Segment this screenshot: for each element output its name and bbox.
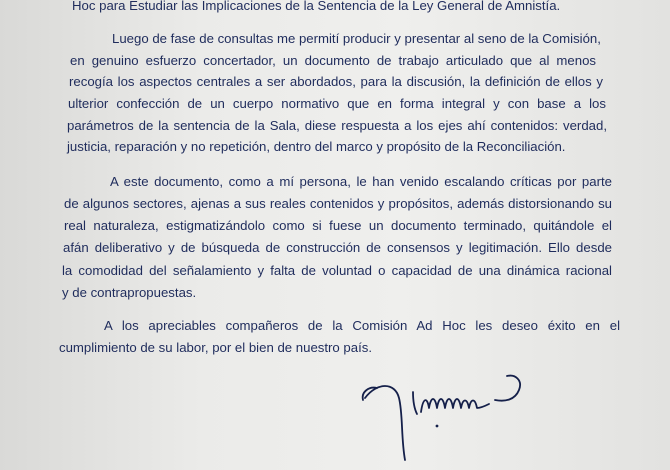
paragraph-line: recogía los aspectos centrales a ser abordados, para la discusión, la definición de ellos y	[69, 74, 603, 89]
header-line: Hoc para Estudiar las Implicaciones de la Sentencia de la Ley General de Amnistía.	[72, 0, 561, 13]
paragraph-line: A este documento, como a mí persona, le han venido escalando críticas por parte	[110, 174, 612, 189]
paragraph-line: justicia, reparación y no repetición, dentro del marco y propósito de la Reconciliación.	[67, 139, 566, 154]
paragraph-line: Luego de fase de consultas me permití producir y presentar al seno de la Comisión,	[112, 31, 601, 46]
paragraph-line: de algunos sectores, ajenas a sus reales contenidos y propósitos, además distorsionando su	[64, 196, 612, 211]
paragraph-line: afán deliberativo y de búsqueda de construcción de consensos y legitimación. Ello desde	[63, 240, 612, 255]
paragraph-line: en genuino esfuerzo concertador, un documento de trabajo articulado que al menos	[70, 53, 596, 68]
paragraph-line: ulterior confección de un cuerpo normativo que en forma integral y con base a los	[68, 96, 606, 111]
paragraph-line: y de contrapropuestas.	[62, 285, 197, 300]
paragraph-line: la comodidad del señalamiento y falta de voluntad o capacidad de una dinámica racional	[62, 263, 612, 278]
paragraph-line: A los apreciables compañeros de la Comisión Ad Hoc les deseo éxito en el	[104, 318, 620, 333]
paragraph-line: parámetros de la sentencia de la Sala, diese respuesta a los ejes ahí contenidos: verdad,	[67, 118, 607, 133]
paragraph-line: cumplimiento de su labor, por el bien de nuestro país.	[59, 340, 373, 355]
handwritten-signature	[355, 368, 535, 468]
paragraph-line: real naturaleza, estigmatizándolo como si fuese un documento terminado, quitándole el	[64, 218, 612, 233]
